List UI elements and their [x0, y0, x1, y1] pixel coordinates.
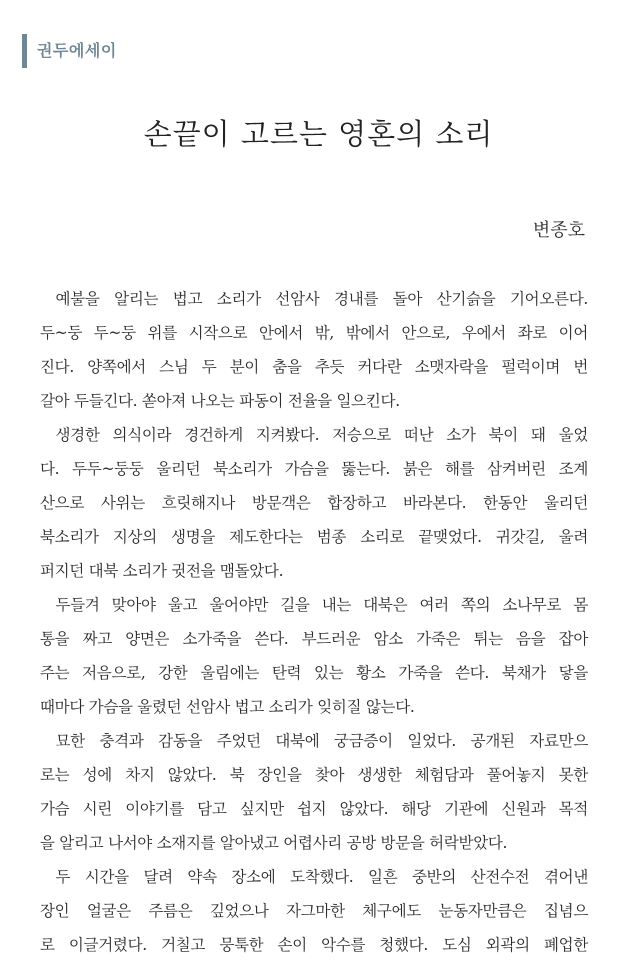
paragraph-line: 을 알리고 나서야 소재지를 알아냈고 어렵사리 공방 방문을 허락받았다. [40, 834, 508, 852]
paragraph-line: 예불을 알리는 법고 소리가 선암사 경내를 돌아 산기슭을 기어오른다. [55, 290, 588, 308]
paragraph-line: 두 시간을 달려 약속 장소에 도착했다. 일흔 중반의 산전수전 겪어낸 [55, 868, 588, 886]
body-paragraph [40, 418, 588, 588]
paragraph-line: 북소리가 지상의 생명을 제도한다는 범종 소리로 끝맺었다. 귀갓길, 울려 [40, 528, 588, 546]
paragraph-line: 통을 짜고 양면은 소가죽을 쓴다. 부드러운 암소 가죽은 튀는 음을 잡아 [40, 630, 588, 648]
article-body [40, 282, 588, 962]
paragraph-line: 생경한 의식이라 경건하게 지켜봤다. 저승으로 떠난 소가 북이 돼 울었 [55, 426, 588, 444]
body-paragraph [40, 860, 588, 962]
paragraph-line: 로는 성에 차지 않았다. 북 장인을 찾아 생생한 체험담과 풀어놓지 못한 [40, 766, 588, 784]
paragraph-line: 다. 두두~둥둥 울리던 북소리가 가슴을 뚫는다. 붉은 해를 삼켜버린 조계 [40, 460, 588, 478]
paragraph-line: 진다. 양쪽에서 스님 두 분이 춤을 추듯 커다란 소맷자락을 펄럭이며 번 [40, 358, 588, 376]
paragraph-line: 묘한 충격과 감동을 주었던 대북에 궁금증이 일었다. 공개된 자료만으 [55, 732, 588, 750]
body-paragraph [40, 282, 588, 418]
paragraph-line: 퍼지던 대북 소리가 귓전을 맴돌았다. [40, 562, 284, 580]
section-accent-bar [22, 34, 27, 68]
paragraph-line: 로 이글거렸다. 거칠고 뭉툭한 손이 악수를 청했다. 도심 외곽의 폐업한 [40, 936, 588, 954]
article-author: 변종호 [532, 220, 585, 241]
section-tag [22, 34, 117, 68]
paragraph-line: 산으로 사위는 흐릿해지나 방문객은 합장하고 바라본다. 한동안 울리던 [40, 494, 588, 512]
paragraph-line: 갈아 두들긴다. 쏟아져 나오는 파동이 전율을 일으킨다. [40, 392, 400, 410]
paragraph-line: 두~둥 두~둥 위를 시작으로 안에서 밖, 밖에서 안으로, 우에서 좌로 이어 [40, 324, 588, 342]
body-paragraph [40, 724, 588, 860]
paragraph-line: 때마다 가슴을 울렸던 선암사 법고 소리가 잊히질 않는다. [40, 698, 415, 716]
paragraph-line: 주는 저음으로, 강한 울림에는 탄력 있는 황소 가죽을 쓴다. 북채가 닿을 [40, 664, 588, 682]
paragraph-line: 두들겨 맞아야 울고 울어야만 길을 내는 대북은 여러 쪽의 소나무로 몸 [55, 596, 588, 614]
body-paragraph [40, 588, 588, 724]
paragraph-line: 가슴 시린 이야기를 담고 싶지만 쉽지 않았다. 해당 기관에 신원과 목적 [40, 800, 588, 818]
article-title: 손끝이 고르는 영혼의 소리 [143, 117, 494, 151]
paragraph-line: 장인 얼굴은 주름은 깊었으나 자그마한 체구에도 눈동자만큼은 집념으 [40, 902, 588, 920]
section-label: 권두에세이 [37, 41, 117, 60]
